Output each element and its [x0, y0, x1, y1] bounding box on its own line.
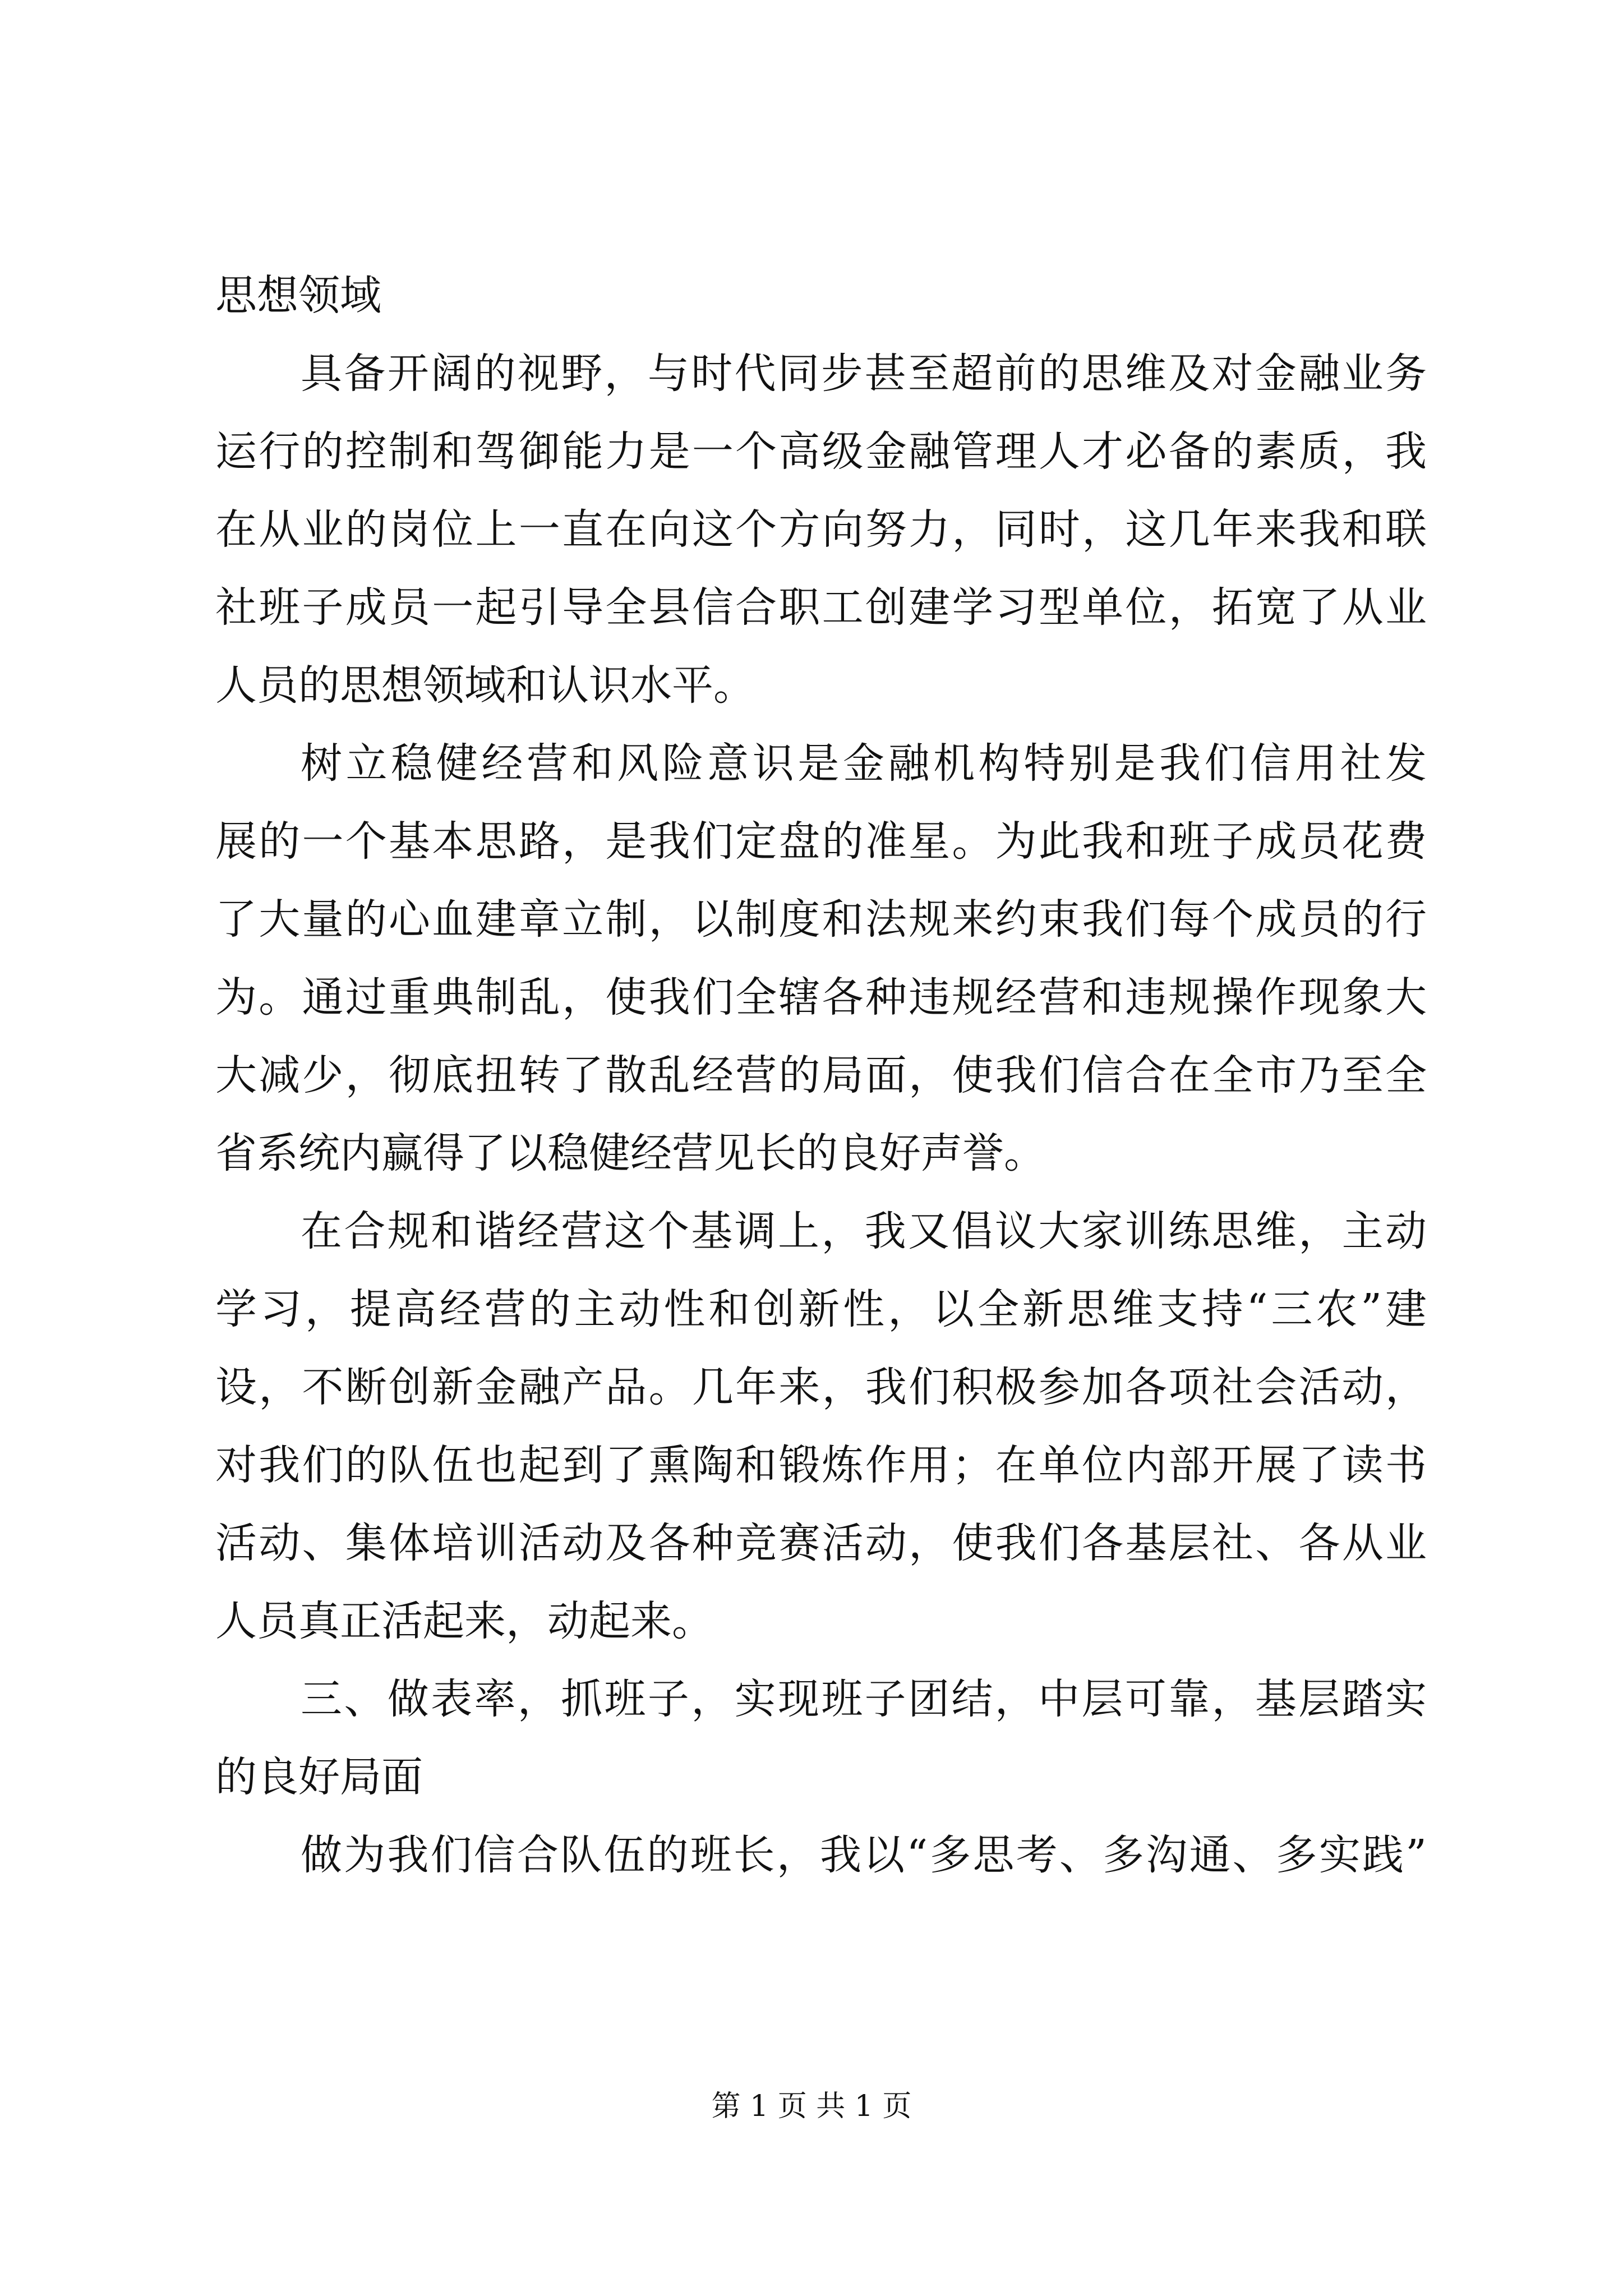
text-line: 做为我们信合队伍的班长，我以“多思考、多沟通、多实践”	[301, 1831, 1427, 1879]
text-line: 了大量的心血建章立制，以制度和法规来约束我们每个成员的行	[215, 895, 1427, 944]
text-line: 设，不断创新金融产品。几年来，我们积极参加各项社会活动，	[215, 1363, 1427, 1411]
text-line: 的良好局面	[215, 1753, 423, 1801]
text-line: 展的一个基本思路，是我们定盘的准星。为此我和班子成员花费	[215, 817, 1427, 866]
text-line: 在合规和谐经营这个基调上，我又倡议大家训练思维，主动	[301, 1207, 1427, 1255]
text-line: 三、做表率，抓班子，实现班子团结，中层可靠，基层踏实	[301, 1675, 1427, 1723]
text-line: 具备开阔的视野，与时代同步甚至超前的思维及对金融业务	[301, 349, 1427, 398]
text-line: 活动、集体培训活动及各种竞赛活动，使我们各基层社、各从业	[215, 1519, 1427, 1567]
text-line: 大减少，彻底扭转了散乱经营的局面，使我们信合在全市乃至全	[215, 1051, 1427, 1099]
text-line: 树立稳健经营和风险意识是金融机构特别是我们信用社发	[301, 739, 1427, 788]
page-footer: 第 1 页 共 1 页	[711, 2090, 912, 2123]
text-line: 人员的思想领域和认识水平。	[215, 661, 755, 710]
text-line: 在从业的岗位上一直在向这个方向努力，同时，这几年来我和联	[215, 505, 1427, 554]
text-line: 社班子成员一起引导全县信合职工创建学习型单位，拓宽了从业	[215, 583, 1427, 632]
text-line: 学习，提高经营的主动性和创新性，以全新思维支持“三农”建	[215, 1285, 1427, 1333]
text-line: 思想领域	[215, 272, 381, 320]
document-body	[215, 257, 1427, 1894]
text-line: 运行的控制和驾御能力是一个高级金融管理人才必备的素质，我	[215, 427, 1427, 476]
text-line: 省系统内赢得了以稳健经营见长的良好声誉。	[215, 1129, 1045, 1177]
text-line: 为。通过重典制乱，使我们全辖各种违规经营和违规操作现象大	[215, 973, 1427, 1022]
text-line: 人员真正活起来，动起来。	[215, 1597, 713, 1645]
text-line: 对我们的队伍也起到了熏陶和锻炼作用；在单位内部开展了读书	[215, 1441, 1427, 1489]
